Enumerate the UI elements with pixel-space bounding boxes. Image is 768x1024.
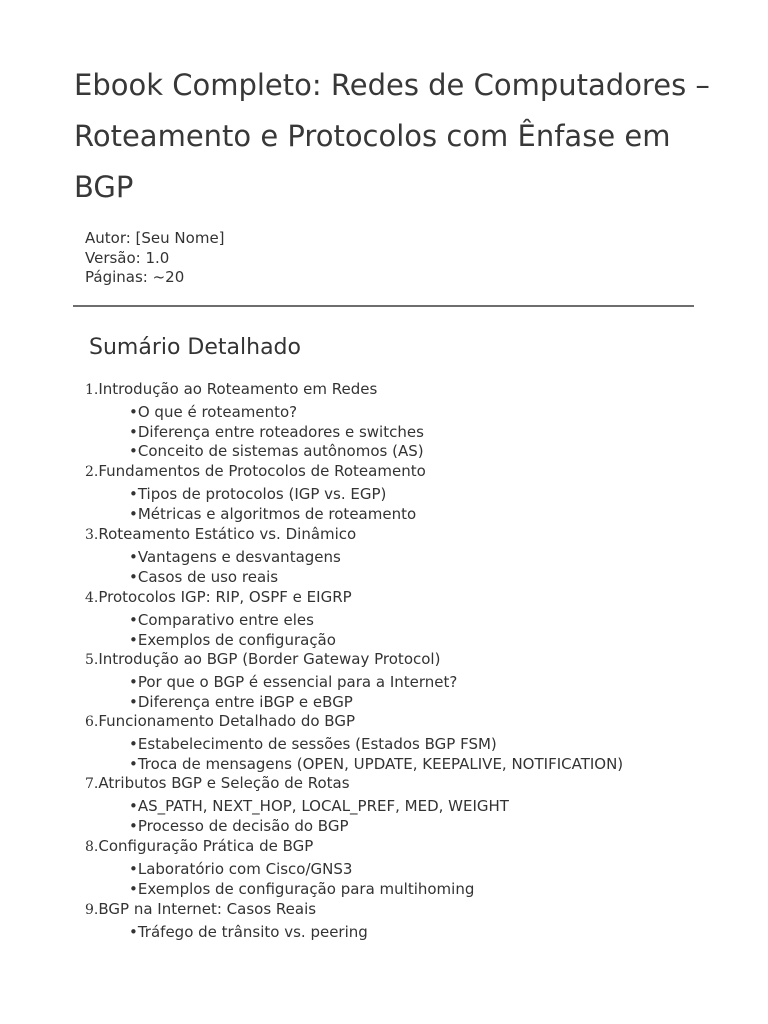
toc-chapter-number: 1. bbox=[85, 382, 99, 398]
toc-chapter-number: 7. bbox=[85, 776, 99, 792]
toc-chapter-4 bbox=[85, 587, 352, 608]
toc-subitem: •Casos de uso reais bbox=[129, 567, 279, 586]
toc-subitem: •Comparativo entre eles bbox=[129, 611, 314, 629]
toc-chapter-number: 9. bbox=[85, 902, 99, 918]
toc-subitem: •Exemplos de configuração bbox=[129, 630, 336, 649]
toc-subitem: •Métricas e algoritmos de roteamento bbox=[129, 504, 417, 523]
toc-chapter-label: Introdução ao Roteamento em Redes bbox=[98, 380, 378, 398]
author-line: Autor: [Seu Nome] bbox=[85, 229, 225, 247]
toc-subitem: •Estabelecimento de sessões (Estados BGP FSM) bbox=[129, 735, 497, 753]
toc-chapter-label: Protocolos IGP: RIP, OSPF e EIGRP bbox=[98, 588, 352, 606]
toc-chapter-number: 5. bbox=[85, 652, 99, 668]
version-line: Versão: 1.0 bbox=[85, 248, 170, 267]
toc-subitem: •Conceito de sistemas autônomos (AS) bbox=[129, 442, 424, 460]
toc-chapter-8 bbox=[85, 836, 313, 857]
toc-subitem: •Exemplos de configuração para multihoming bbox=[129, 879, 475, 898]
toc-heading: Sumário Detalhado bbox=[89, 335, 301, 360]
toc-chapter-6 bbox=[85, 711, 355, 732]
toc-chapter-label: Funcionamento Detalhado do BGP bbox=[98, 712, 355, 730]
toc-chapter-number: 4. bbox=[85, 590, 99, 606]
toc-chapter-number: 3. bbox=[85, 527, 99, 543]
toc-chapter-5 bbox=[85, 649, 440, 670]
toc-chapter-7 bbox=[85, 773, 350, 794]
toc-subitem: •Tipos de protocolos (IGP vs. EGP) bbox=[129, 485, 387, 503]
toc-subitem: •AS_PATH, NEXT_HOP, LOCAL_PREF, MED, WEIGHT bbox=[129, 797, 509, 815]
toc-chapter-3 bbox=[85, 524, 356, 545]
toc-chapter-label: Configuração Prática de BGP bbox=[98, 837, 314, 855]
toc-chapter-1 bbox=[85, 379, 377, 400]
toc-chapter-label: Atributos BGP e Seleção de Rotas bbox=[98, 774, 350, 792]
document-title: Ebook Completo: Redes de Computadores – Roteamento e Protocolos com Ênfase em BGP bbox=[74, 68, 710, 204]
toc-subitem: •Vantagens e desvantagens bbox=[129, 548, 341, 566]
toc-subitem: •Troca de mensagens (OPEN, UPDATE, KEEPALIVE, NOTIFICATION) bbox=[129, 754, 624, 773]
toc-subitem: •O que é roteamento? bbox=[129, 403, 298, 421]
toc-chapter-label: Fundamentos de Protocolos de Roteamento bbox=[98, 462, 426, 480]
toc-subitem: •Laboratório com Cisco/GNS3 bbox=[129, 860, 353, 878]
toc-chapter-9 bbox=[85, 899, 316, 920]
toc-subitem: •Tráfego de trânsito vs. peering bbox=[129, 923, 368, 941]
toc-chapter-label: BGP na Internet: Casos Reais bbox=[98, 900, 317, 918]
toc-subitem: •Diferença entre roteadores e switches bbox=[129, 422, 424, 441]
toc-chapter-number: 2. bbox=[85, 464, 99, 480]
toc-subitem: •Processo de decisão do BGP bbox=[129, 816, 349, 835]
pages-line: Páginas: ~20 bbox=[85, 268, 185, 286]
toc-chapter-label: Roteamento Estático vs. Dinâmico bbox=[98, 525, 357, 543]
toc-subitem: •Diferença entre iBGP e eBGP bbox=[129, 692, 353, 711]
toc-subitem: •Por que o BGP é essencial para a Internet? bbox=[129, 673, 458, 691]
document-meta bbox=[85, 229, 225, 288]
toc-chapter-label: Introdução ao BGP (Border Gateway Protocol) bbox=[98, 650, 441, 668]
horizontal-divider bbox=[73, 305, 694, 307]
toc-chapter-number: 8. bbox=[85, 839, 99, 855]
toc-chapter-2 bbox=[85, 461, 426, 482]
toc-chapter-number: 6. bbox=[85, 714, 99, 730]
